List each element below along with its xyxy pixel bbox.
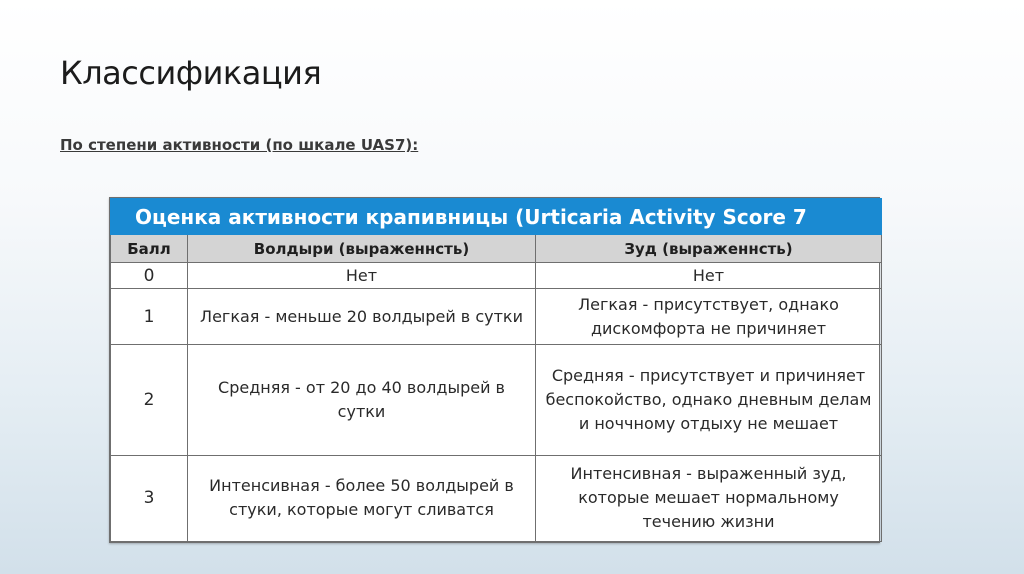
column-header-wheals: Волдыри (выраженнсть) (188, 235, 536, 263)
score-cell: 3 (111, 455, 188, 541)
score-cell: 1 (111, 289, 188, 345)
itch-cell: Легкая - присутствует, однако дискомфорта не причиняет (536, 289, 882, 345)
table-header-row (111, 235, 882, 263)
score-cell: 0 (111, 263, 188, 289)
column-header-score: Балл (111, 235, 188, 263)
table-row (111, 289, 882, 345)
slide-title: Классификация (60, 54, 322, 92)
wheals-cell: Средняя - от 20 до 40 волдырей в сутки (188, 345, 536, 455)
table-row (111, 345, 882, 455)
wheals-cell: Легкая - меньше 20 волдырей в сутки (188, 289, 536, 345)
table-row (111, 455, 882, 541)
uas7-table (110, 198, 882, 542)
itch-cell: Интенсивная - выраженный зуд, которые мешает нормальному течению жизни (536, 455, 882, 541)
slide-subtitle: По степени активности (по шкале UAS7): (60, 136, 419, 154)
column-header-itch: Зуд (выраженнсть) (536, 235, 882, 263)
table-row (111, 263, 882, 289)
itch-cell: Средняя - присутствует и причиняет беспокойство, однако дневным делам и ноччному отдыху не мешает (536, 345, 882, 455)
score-cell: 2 (111, 345, 188, 455)
uas7-table-container (109, 197, 880, 543)
table-caption-row (111, 199, 882, 235)
table-caption: Оценка активности крапивницы (Urticaria Activity Score 7 (111, 199, 882, 235)
itch-cell: Нет (536, 263, 882, 289)
wheals-cell: Интенсивная - более 50 волдырей в стуки, которые могут сливатся (188, 455, 536, 541)
wheals-cell: Нет (188, 263, 536, 289)
